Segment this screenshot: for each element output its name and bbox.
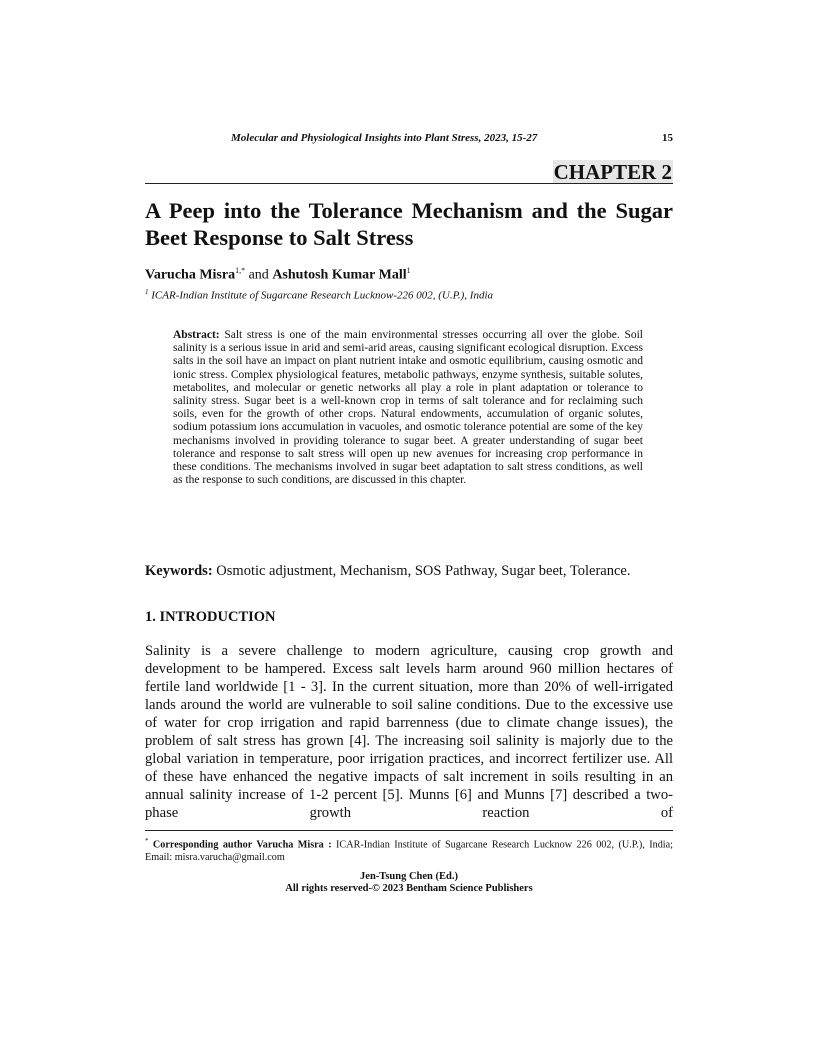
affiliation-text: ICAR-Indian Institute of Sugarcane Research Lucknow-226 002, (U.P.), India [148, 289, 494, 302]
abstract-label: Abstract: [173, 329, 220, 341]
page-number: 15 [662, 132, 673, 144]
footnote-divider [145, 830, 673, 831]
journal-citation [231, 131, 537, 145]
keywords-text: Osmotic adjustment, Mechanism, SOS Pathway, Sugar beet, Tolerance. [212, 563, 631, 579]
abstract [173, 329, 643, 487]
footnote-marker: * [145, 837, 149, 845]
abstract-text: Salt stress is one of the main environmental stresses occurring all over the globe. Soil salinity is a serious issue in arid and semi-arid areas, causing significant ecological disruption. Excess salts in the soil have an impact on plant nutrient intake and osmotic equilibrium, causing osmotic and ionic stress. Complex physiological features, metabolic pathways, enzyme synthesis, suitable solutes, metabolites, and molecular or genetic networks all play a role in plant adaptation or tolerance to salinity stress. Sugar beet is a well-known crop in terms of salt tolerance and for reclaiming such soils, even for the growth of other crops. Natural endowments, accumulation of organic solutes, sodium potassium ions accumulation in vacuoles, and osmotic tolerance potential are some of the key mechanisms involved in providing tolerance to sugar beet. A greater understanding of sugar beet tolerance and response to salt stress will open up new avenues for increasing crop performance in these conditions. The mechanisms involved in sugar beet adaptation to salt stress conditions, as well as the response to such conditions, are discussed in this chapter. [173, 329, 643, 487]
introduction-paragraph: Salinity is a severe challenge to modern agriculture, causing crop growth and development to be hampered. Excess salt levels harm around 960 million hectares of fertile land worldwide [1 - 3]. In the current situation, more than 20% of well-irrigated lands around the world are vulnerable to soil saline conditions. Due to the excessive use of water for crop irrigation and rapid barrenness (due to climate change issues), the problem of salt stress has grown [4]. The increasing soil salinity is majorly due to the global variation in temperature, poor irrigation practices, and incorrect fertilizer use. All of these have enhanced the negative impacts of salt increment in soils resulting in an annual salinity increase of 1-2 percent [5]. Munns [6] and Munns [7] described a two-phase growth reaction of [145, 643, 673, 821]
copyright-line: All rights reserved-© 2023 Bentham Science Publishers [285, 883, 533, 894]
author-second-marker: 1 [406, 266, 411, 275]
header-divider [145, 183, 673, 184]
author-joiner: and [245, 267, 273, 283]
keywords-label: Keywords: [145, 563, 213, 579]
author-line [145, 262, 411, 285]
journal-title: Molecular and Physiological Insights into Plant Stress [231, 132, 479, 144]
keywords [145, 562, 673, 580]
chapter-label: CHAPTER 2 [553, 160, 672, 184]
author-first: Varucha Misra [145, 267, 236, 283]
section-heading: 1. INTRODUCTION [145, 609, 276, 625]
footnote-label: Corresponding author Varucha Misra : [148, 839, 332, 851]
chapter-title: A Peep into the Tolerance Mechanism and the Sugar Beet Response to Salt Stress [145, 198, 673, 250]
footnote [145, 835, 673, 864]
affiliation [145, 285, 493, 303]
editor-credit: Jen-Tsung Chen (Ed.) [360, 871, 458, 882]
author-second: Ashutosh Kumar Mall [272, 267, 407, 283]
author-first-marker: 1,* [235, 266, 246, 275]
footnote-text: ICAR-Indian Institute of Sugarcane Research Lucknow 226 002, (U.P.), India; Email: misra.varucha@gmail.com [145, 839, 673, 863]
affiliation-marker: 1 [145, 288, 149, 296]
journal-year-pages: , 2023, 15-27 [478, 132, 538, 144]
